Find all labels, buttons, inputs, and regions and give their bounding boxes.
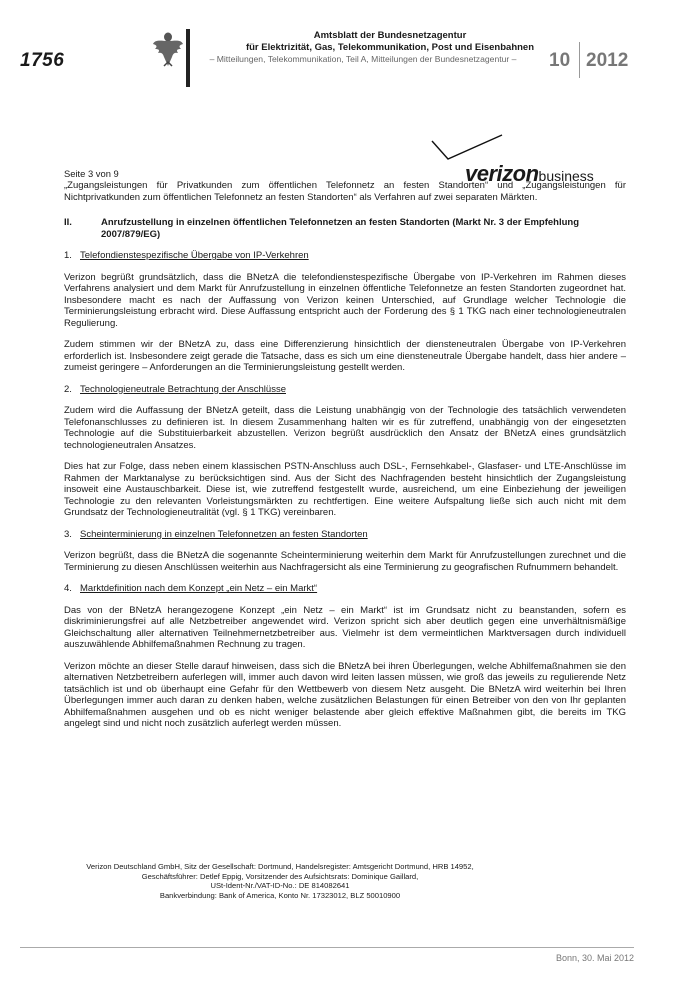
paragraph: Verizon begrüßt, dass die BNetzA die sogenannte Scheinterminierung weiterhin dem Markt für Anrufzustellungen zurechnet und die Terminierung zu diesen Anschlüssen weiterhin aus Nachfragersicht als eine Terminierung zu geografischen Rufnummern behandelt. bbox=[64, 550, 626, 573]
subsection-heading bbox=[64, 384, 626, 396]
subsection-title: Scheinterminierung in einzelnen Telefonnetzen an festen Standorten bbox=[80, 528, 368, 540]
subsection-number: 1. bbox=[64, 250, 72, 261]
company-footer bbox=[60, 862, 500, 900]
paragraph: Zudem stimmen wir der BNetzA zu, dass eine Differenzierung hinsichtlich der diensteneutralen Übergabe von IP-Verkehren erforderlich ist. Insbesondere zeigt gerade die Tatsache, dass es sich um eine diensteneutrale Übergabe handelt, dass hier andere – zumeist geringere – Anforderungen an die Terminierungsleistung gestellt werden. bbox=[64, 339, 626, 373]
journal-title bbox=[190, 30, 590, 54]
subsection-number: 2. bbox=[64, 383, 72, 395]
footer-line: Geschäftsführer: Detlef Eppig, Vorsitzender des Aufsichtsrats: Dominique Gaillard, bbox=[141, 871, 419, 881]
issue-divider bbox=[579, 42, 580, 78]
page-indicator: Seite 3 von 9 bbox=[64, 168, 119, 179]
paragraph: Das von der BNetzA herangezogene Konzept „ein Netz – ein Markt“ ist im Grundsatz nicht zu beanstanden, sofern es diskriminierungsfrei auf alle Netzbetreiber angewendet wird. Verizon spricht sich aber deutlich gegen eine unverhältnismäßige Gleichschaltung aller alternativen Teilnehmernetzbetreiber aus. Vielmehr ist dem vermeintlichen Marktversagen durch individuell auszuwählende Abhilfemaßnahmen Rechnung zu tragen. bbox=[64, 604, 626, 650]
paragraph: Verizon begrüßt grundsätzlich, dass die BNetzA die telefondienstespezifische Übergabe von IP-Verkehren im Rahmen dieses Verfahrens analysiert und dem Markt für Anrufzustellung in einzelnen öffentliche Telefonnetze an festen Standorten zugeordnet hat. Insbesondere macht es nach der Auffassung von Verizon keinen Unterschied, auf Grundlage welcher Technologie die Terminierungsleistung erbracht wird. Diese Auffassung entspricht auch der Forderung des § 1 TKG nach einer technologieneutralen Regulierung. bbox=[64, 271, 626, 329]
journal-title-line2: für Elektrizität, Gas, Telekommunikation, Post und Eisenbahnen bbox=[245, 42, 535, 53]
paragraph: Verizon möchte an dieser Stelle darauf hinweisen, dass sich die BNetzA bei ihren Überlegungen, welche Abhilfemaßnahmen sie den alternativen Netzbetreibern auferlegen will, immer auch davon wird leiten lassen müssen, wie groß das jeweils zu regulierende Netz tatsächlich ist und ob überhaupt eine Gefahr für den Wettbewerb von diesem Netz ausgeht. Die BNetzA wird weiterhin bei Ihren Überlegungen immer auch daran zu denken haben, welche zusätzlichen Belastungen für einen Betreiber von den von Ihr geplanten Abhilfemaßnahmen ausgehen und ob es nicht weniger belastende aber gleich effektive Maßnahmen gibt, die bereits im TKG angelegt sind und nicht noch zusätzlich auferlegt werden müssen. bbox=[64, 660, 626, 729]
paragraph: Dies hat zur Folge, dass neben einem klassischen PSTN-Anschluss auch DSL-, Fernsehkabel-, Glasfaser- und LTE-Anschlüsse im Rahmen der Marktanalyse zu berücksichtigen sind. Aus der Sicht des Nachfragenden besteht hinsichtlich der Zugangsleistung insoweit eine Austauschbarkeit. Diese ist, wie zutreffend festgestellt wurde, ausreichend, um eine Einbeziehung der jeweiligen Technologie zu den relevanten Vorleistungsmärkten zu rechtfertigen. Eine weitere Aufspaltung ließe sich auch nicht mit dem Grundsatz der Technologieneutralität (vgl. § 1 TKG) vereinbaren. bbox=[64, 461, 626, 518]
issue-number: 10 bbox=[549, 50, 571, 71]
footer-rule bbox=[20, 947, 634, 948]
paragraph: Zudem wird die Auffassung der BNetzA geteilt, dass die Leistung unabhängig von der Technologie des tatsächlich verwendeten Telefonanschlusses zu definieren ist. In diesem Zusammenhang halten wir es für zutreffend, unabhängig von der eingesetzten Technologie auf die Substituierbarkeit abzustellen. Verizon begrüßt ausdrücklich den Ansatz der BNetzA eines grundsätzlich technologieneutralen Ansatzes. bbox=[64, 405, 626, 451]
federal-eagle-icon bbox=[152, 30, 184, 68]
footer-line: USt-Ident-Nr./VAT-ID-No.: DE 814082641 bbox=[210, 881, 350, 891]
logo-brand: verizon bbox=[465, 161, 539, 186]
intro-paragraph: „Zugangsleistungen für Privatkunden zum öffentlichen Telefonnetz an festen Standorten“ und „Zugangsleistungen für Nichtprivatkunden zum öffentlichen Telefonnetz an festen Standorten“ als Verfahren auf zwei separaten Märkten. bbox=[64, 180, 626, 203]
subsection-number: 3. bbox=[64, 528, 72, 540]
journal-subtitle: – Mitteilungen, Telekommunikation, Teil A, Mitteilungen der Bundesnetzagentur – bbox=[209, 54, 517, 64]
subsection-heading bbox=[64, 250, 626, 262]
publication-date: Bonn, 30. Mai 2012 bbox=[555, 953, 634, 963]
section-heading bbox=[64, 217, 626, 240]
subsection-heading bbox=[64, 583, 626, 595]
subsection-title: Telefondienstespezifische Übergabe von IP-Verkehren bbox=[80, 250, 309, 261]
subsection-title: Marktdefinition nach dem Konzept „ein Netz – ein Markt“ bbox=[80, 583, 318, 594]
subsection-number: 4. bbox=[64, 583, 72, 594]
letter-body bbox=[64, 180, 626, 740]
page-number: 1756 bbox=[20, 50, 65, 71]
issue-year: 2012 bbox=[586, 50, 629, 71]
journal-title-line1: Amtsblatt der Bundesnetzagentur bbox=[313, 30, 467, 41]
footer-line: Bankverbindung: Bank of America, Konto Nr. 17323012, BLZ 50010900 bbox=[159, 890, 401, 900]
section-title: Anrufzustellung in einzelnen öffentlichen Telefonnetzen an festen Standorten (Markt Nr. 3 der Empfehlung 2007/879/EG) bbox=[101, 217, 580, 240]
subsection-heading bbox=[64, 529, 626, 541]
subsection-title: Technologieneutrale Betrachtung der Anschlüsse bbox=[80, 383, 286, 395]
section-number: II. bbox=[64, 217, 72, 228]
footer-line: Verizon Deutschland GmbH, Sitz der Gesellschaft: Dortmund, Handelsregister: Amtsgericht Dortmund, HRB 14952, bbox=[86, 862, 474, 871]
logo-suffix: business bbox=[538, 168, 594, 184]
verizon-business-logo bbox=[430, 133, 594, 186]
